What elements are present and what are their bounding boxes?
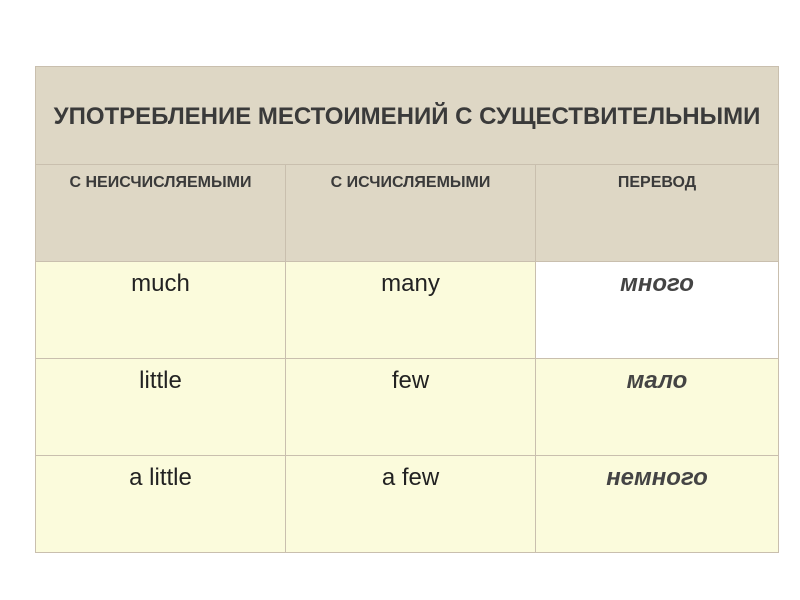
- table-title: УПОТРЕБЛЕНИЕ МЕСТОИМЕНИЙ С СУЩЕСТВИТЕЛЬНЫМИ: [53, 102, 761, 130]
- cell-translation: [536, 262, 779, 359]
- word-uncountable: much: [131, 270, 190, 297]
- header-label: С НЕИСЧИСЛЯЕМЫМИ: [69, 174, 252, 191]
- cell-translation: [536, 359, 779, 456]
- table-title-cell: [36, 67, 779, 165]
- cell-uncountable: [36, 262, 286, 359]
- header-label: ПЕРЕВОД: [617, 174, 697, 191]
- cell-countable: [286, 262, 536, 359]
- table-row: [36, 262, 779, 359]
- cell-uncountable: [36, 456, 286, 553]
- header-row: [36, 165, 779, 262]
- word-translation: немного: [606, 464, 708, 491]
- cell-translation: [536, 456, 779, 553]
- word-countable: a few: [381, 464, 440, 491]
- header-translation: [536, 165, 779, 262]
- table-row: [36, 456, 779, 553]
- word-translation: мало: [626, 367, 688, 394]
- cell-countable: [286, 359, 536, 456]
- word-uncountable: a little: [129, 464, 192, 491]
- header-label: С ИСЧИСЛЯЕМЫМИ: [330, 174, 491, 191]
- pronoun-usage-table: [35, 66, 779, 553]
- header-countable: [286, 165, 536, 262]
- word-uncountable: little: [139, 367, 182, 394]
- word-translation: много: [620, 270, 694, 297]
- word-countable: few: [391, 367, 430, 394]
- word-countable: many: [381, 270, 440, 297]
- header-uncountable: [36, 165, 286, 262]
- title-row: [36, 67, 779, 165]
- cell-uncountable: [36, 359, 286, 456]
- cell-countable: [286, 456, 536, 553]
- table-row: [36, 359, 779, 456]
